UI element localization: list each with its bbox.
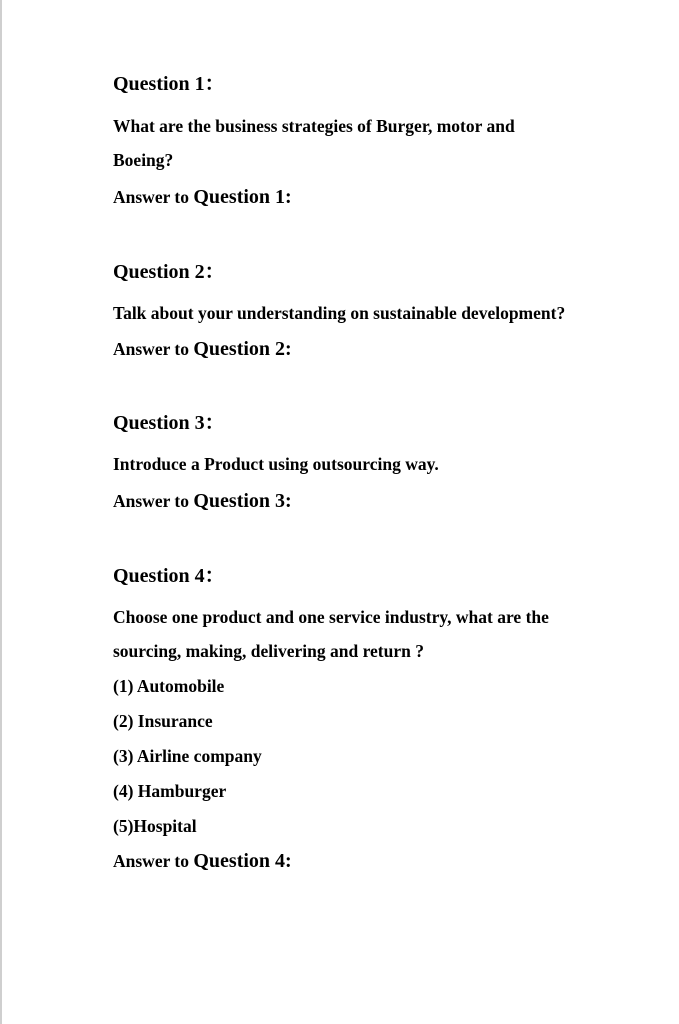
question-4-option-insurance: (2) Insurance [113,711,213,731]
question-3-text-line-1: Introduce a Product using outsourcing way. [113,454,439,474]
answer-1-prefix: Answer to [113,187,194,207]
answer-4-heading [113,849,292,875]
question-1-heading: Question 1： [113,73,225,95]
answer-3-heading [113,489,292,515]
answer-1-heading [113,185,292,211]
answer-2-heading [113,337,292,363]
question-4-option-airline: (3) Airline company [113,746,262,766]
answer-2-label: Question 2: [193,338,292,360]
question-4-text-line-1: Choose one product and one service industry, what are the [113,607,549,627]
answer-4-prefix: Answer to [113,851,194,871]
question-4-option-hospital: (5)Hospital [113,816,197,836]
answer-1-label: Question 1: [193,186,292,208]
question-4-option-automobile: (1) Automobile [113,676,225,696]
question-4-heading: Question 4： [113,565,225,587]
answer-3-label: Question 3: [193,490,292,512]
answer-2-prefix: Answer to [113,339,194,359]
page-left-border [0,0,2,1024]
question-1-text-line-1: What are the business strategies of Burger, motor and [113,116,515,136]
question-2-heading: Question 2： [113,261,225,283]
question-2-text-line-1: Talk about your understanding on sustainable development? [113,303,566,323]
question-4-option-hamburger: (4) Hamburger [113,781,227,801]
question-4-text-line-2: sourcing, making, delivering and return ? [113,641,424,661]
question-3-heading: Question 3： [113,412,225,434]
answer-4-label: Question 4: [193,850,292,872]
question-1-text-line-2: Boeing? [113,150,174,170]
answer-3-prefix: Answer to [113,491,194,511]
